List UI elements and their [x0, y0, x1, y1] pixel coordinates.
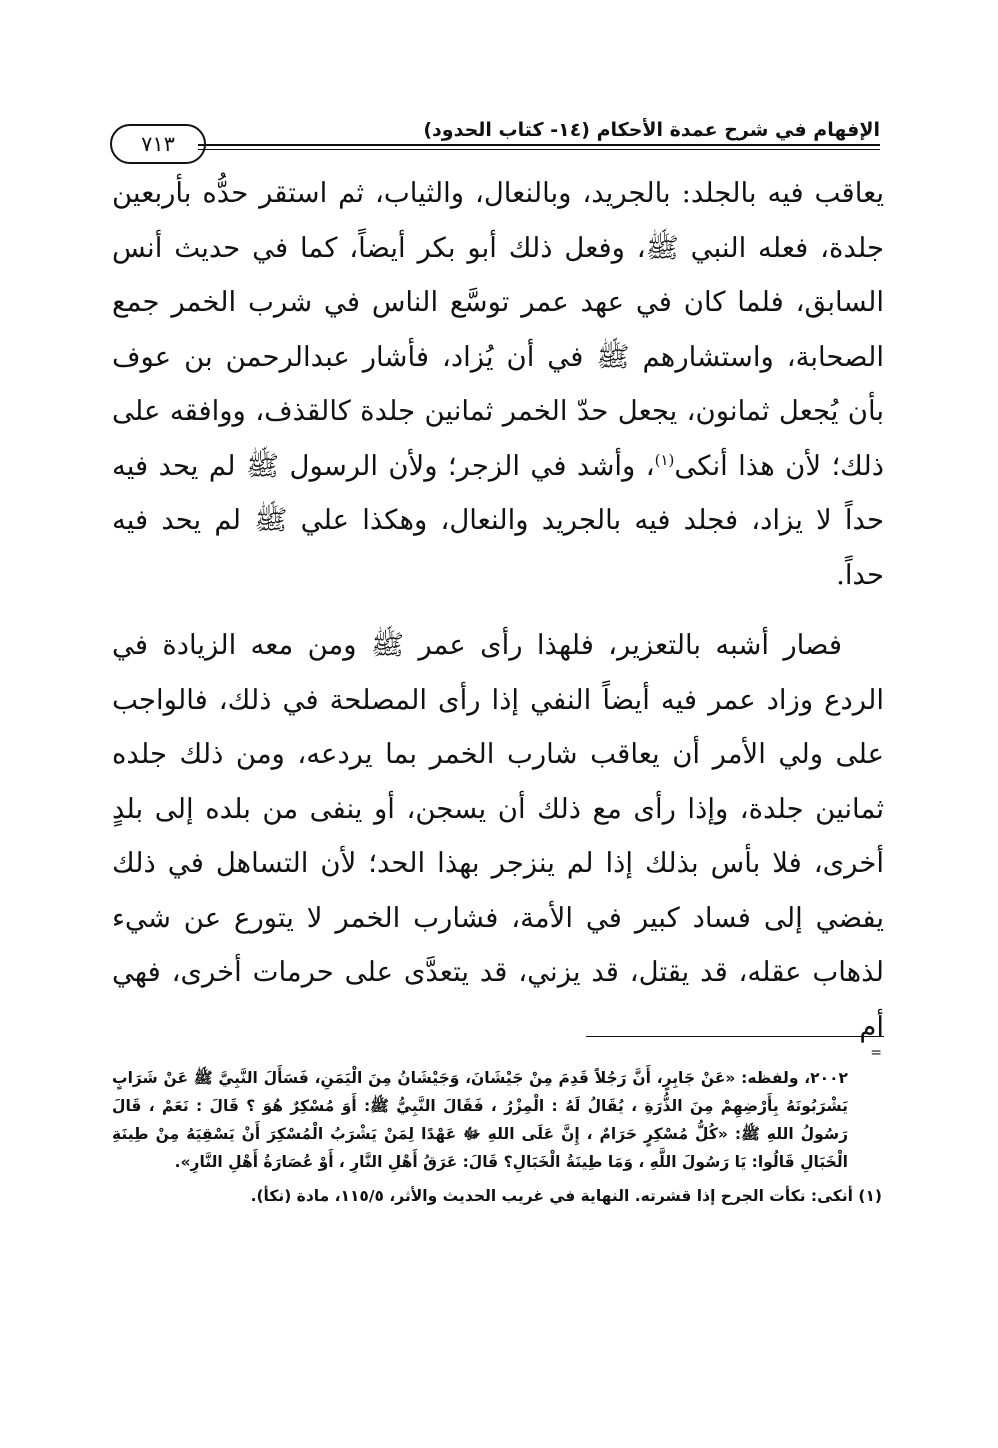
page-number-badge [110, 124, 206, 164]
page-number: ٧١٣ [141, 132, 175, 156]
footnote-continuation-mark: = [870, 1045, 882, 1061]
footnote-separator [586, 1036, 884, 1037]
header-rule-thin [198, 149, 880, 150]
paragraph-1 [112, 166, 884, 602]
running-header-title: الإفهام في شرح عمدة الأحكام (١٤- كتاب الحدود) [423, 119, 880, 141]
footnote-1: (١) أنكى: نكأت الجرح إذا قشرته. النهاية في غريب الحديث والأثر، ١١٥/٥، مادة (نكأ). [250, 1187, 882, 1205]
footnote-marker-1: (١) [654, 450, 675, 469]
paragraph-2: فصار أشبه بالتعزير، فلهذا رأى عمر ﷺ ومن معه الزيادة في الردع وزاد عمر فيه أيضاً النفي إذا رأى المصلحة في ذلك، فالواجب على ولي الأمر أن يعاقب شارب الخمر بما يردعه، ومن ذلك جلده ثمانين جلدة، وإذا رأى مع ذلك أن يسجن، أو ينفى من بلده إلى بلدٍ أخرى، فلا بأس بذلك إذا لم ينزجر بهذا الحد؛ لأن التساهل في ذلك يفضي إلى فساد كبير في الأمة، فشارب الخمر لا يتورع عن شيء لذهاب عقله، قد يقتل، قد يزني، قد يتعدَّى على حرمات أخرى، فهي أم [112, 629, 885, 1043]
footnotes [112, 1064, 882, 1210]
paragraph-1-rest: ، وأشد في الزجر؛ ولأن الرسول ﷺ لم يحد فيه حداً لا يزاد، فجلد فيه بالجريد والنعال، وهكذا علي ﷺ لم يحد فيه حداً. [112, 449, 884, 591]
header-rule-thick [198, 144, 880, 146]
body-text [112, 166, 884, 1054]
footnote-continuation: ٢٠٠٢، ولفظه: «عَنْ جَابِرٍ، أَنَّ رَجُلاً قَدِمَ مِنْ جَيْشَانَ، وَجَيْشَانُ مِنَ الْيَمَنِ، فَسَأَلَ النَّبِيَّ ﷺ عَنْ شَرَابٍ يَشْرَبُونَهُ بِأَرْضِهِمْ مِنَ الذُّرَةِ ، يُقَالُ لَهُ : الْمِزْرُ ، فَقَالَ النَّبِيُّ ﷺ: أَوَ مُسْكِرٌ هُوَ ؟ قَالَ : نَعَمْ ، قَالَ رَسُولُ اللهِ ﷺ: «كُلُّ مُسْكِرٍ حَرَامٌ ، إِنَّ عَلَى اللهِ ﷻ عَهْدًا لِمَنْ يَشْرَبُ الْمُسْكِرَ أَنْ يَسْقِيَهُ مِنْ طِينَةِ الْخَبَالِ قَالُوا: يَا رَسُولَ اللَّهِ ، وَمَا طِينَةُ الْخَبَالِ؟ قَالَ: عَرَقُ أَهْلِ النَّارِ ، أَوْ عُصَارَةُ أَهْلِ النَّارِ». [112, 1069, 848, 1171]
paragraph-1-text: يعاقب فيه بالجلد: بالجريد، وبالنعال، والثياب، ثم استقر حدُّه بأربعين جلدة، فعله النبي ﷺ، وفعل ذلك أبو بكر أيضاً، كما في حديث أنس السابق، فلما كان في عهد عمر توسَّع الناس في شرب الخمر جمع الصحابة، واستشارهم ﷺ في أن يُزاد، فأشار عبدالرحمن بن عوف بأن يُجعل ثمانون، يجعل حدّ الخمر ثمانين جلدة كالقذف، ووافقه على ذلك؛ لأن هذا أنكى [112, 177, 884, 482]
